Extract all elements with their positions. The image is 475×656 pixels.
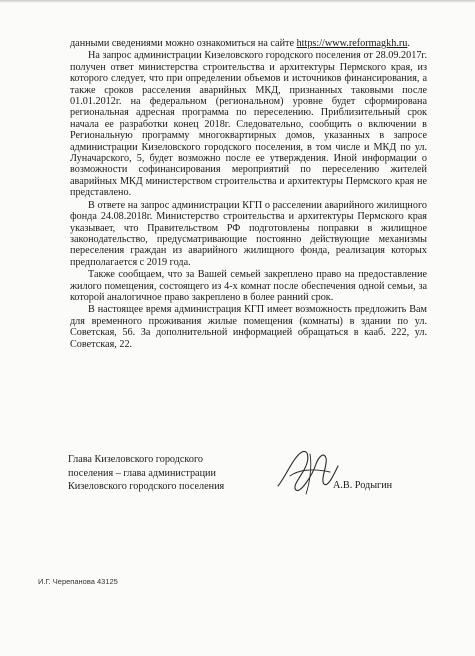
signatory-title [68,453,238,494]
page-top-edge [0,0,475,3]
executor-note: И.Г. Черепанова 43125 [38,577,118,586]
signatory-title-line1: Глава Кизеловского городского [68,454,203,465]
paragraph-continuation-text: данными сведениями можно ознакомиться на сайте [70,38,295,49]
paragraph-family-right: Также сообщаем, что за Вашей семьей закреплено право на предоставление жилого помещения, состоящего из 4-х комнат после обеспечения одной семьи, за которой аналогичное право закреплено в более ранний срок. [70,269,427,303]
signatory-name: А.В. Родыгин [333,480,393,491]
signatory-title-line2: поселения – глава администрации [68,467,216,479]
paragraph-ministry-response: На запрос администрации Кизеловского городского поселения от 28.09.2017г. получен ответ министерства строительства и архитектуры Пермского края, из которого следует, что при определении объемов и источников финансирования, а также сроков расселения аварийных МКД, признанных таковыми после 01.01.2012г. на федеральном (региональном) уровне будет сформирована региональная адресная программа по переселению. Приблизительный срок начала ее разработки конец 2018г. Следовательно, сообщить о включении в Региональную программу многоквартирных домов, указанных в запросе администрации Кизеловского городского поселения, в том числе и МКД по ул. Луначарского, 5, будет возможно после ее утверждения. Иной информации о возможности софинансирования мероприятий по переселению жителей аварийных МКД министерством строительства и архитектуры Пермского края не представлено. [70,50,427,199]
handwritten-signature [272,446,342,498]
letter-body [70,38,427,350]
paragraph-temporary-housing: В настоящее время администрация КГП имеет возможность предложить Вам для временного проживания жилые помещения (комнаты) в здании по ул. Советская, 56. За дополнительной информацией обращаться в кааб. 222, ул. Советская, 22. [70,304,427,350]
paragraph-continuation [70,38,427,49]
reformagkh-link[interactable]: https://www.reformagkh.ru [296,38,408,49]
paragraph-emergency-housing: В ответе на запрос администрации КГП о расселении аварийного жилищного фонда 24.08.2018г. Министерство строительства и архитектуры Пермского края указывает, что Правительством РФ подготовлены поправки в жилищное законодательство, предусматривающие постоянно действующие механизмы переселения граждан из аварийного жилищного фонда, реализация которых предполагается с 2019 года. [70,199,427,268]
paragraph-continuation-end: . [407,38,410,49]
signatory-title-line3: Кизеловского городского поселения [68,481,225,492]
